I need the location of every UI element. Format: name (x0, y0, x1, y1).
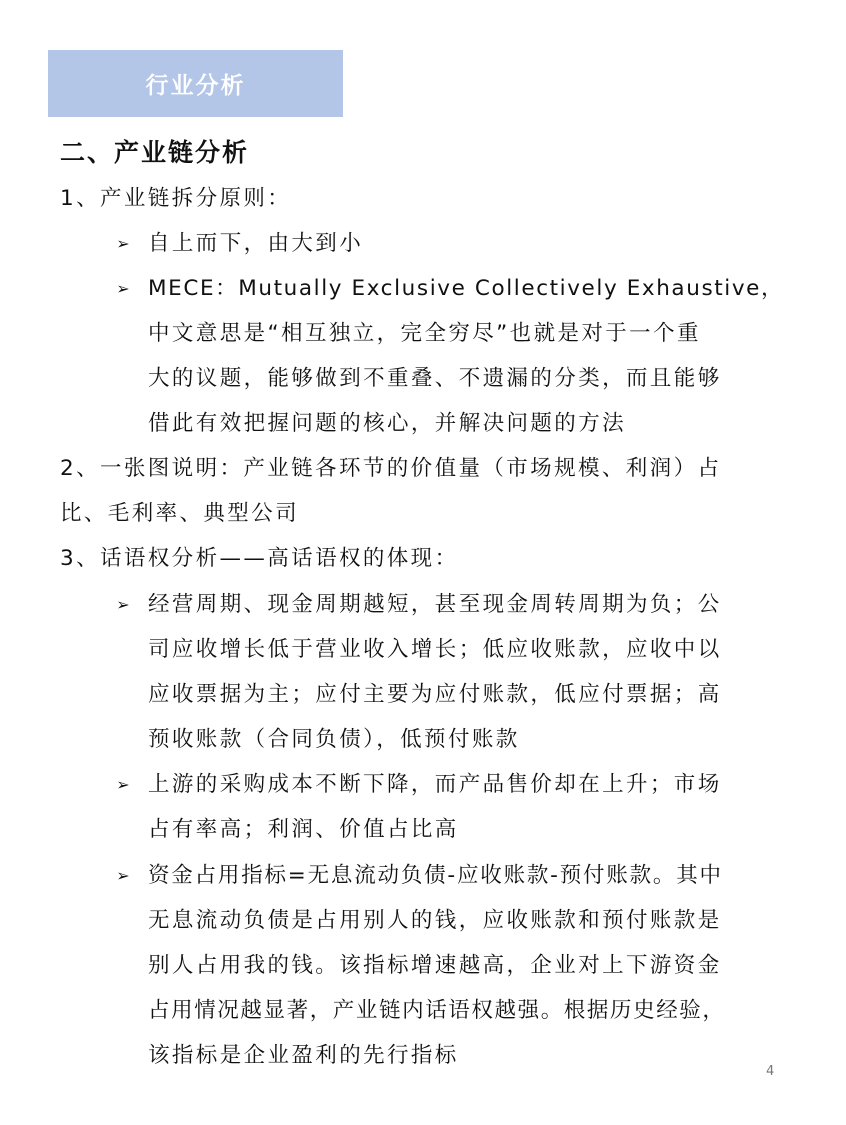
section-3-bullet-3-line-4: 占用情况越显著，产业链内话语权越强。根据历史经验， (148, 998, 726, 1023)
arrow-bullet-icon: ➢ (116, 595, 130, 614)
page-number: 4 (766, 1064, 775, 1079)
section-1-bullet-2-line-3: 大的议题，能够做到不重叠、不遗漏的分类，而且能够 (148, 366, 722, 391)
section-1-bullet-2-line-2: 中文意思是“相互独立，完全穷尽”也就是对于一个重 (148, 321, 701, 346)
section-3-bullet-2-line-2: 占有率高；利润、价值占比高 (148, 817, 459, 842)
section-3-title: 3、话语权分析——高话语权的体现： (60, 546, 459, 571)
section-3-bullet-3-line-5: 该指标是企业盈利的先行指标 (148, 1043, 459, 1068)
section-3-bullet-1-line-2: 司应收增长低于营业收入增长；低应收账款，应收中以 (148, 637, 722, 662)
section-1-title: 1、产业链拆分原则： (60, 186, 292, 211)
section-2-line-2: 比、毛利率、典型公司 (60, 501, 300, 526)
section-1-bullet-2-line-4: 借此有效把握问题的核心，并解决问题的方法 (148, 411, 627, 436)
arrow-bullet-icon: ➢ (116, 866, 130, 885)
section-3-bullet-3-line-1: 资金占用指标=无息流动负债-应收账款-预付账款。其中 (148, 863, 723, 888)
banner-title: 行业分析 (145, 73, 246, 99)
section-3-bullet-2-line-1: 上游的采购成本不断下降，而产品售价却在上升；市场 (148, 772, 722, 797)
section-3-bullet-1-line-3: 应收票据为主；应付主要为应付账款，低应付票据；高 (148, 682, 722, 707)
section-3-bullet-3-line-3: 别人占用我的钱。该指标增速越高，企业对上下游资金 (148, 953, 722, 978)
chapter-heading: 二、产业链分析 (60, 138, 250, 167)
arrow-bullet-icon: ➢ (116, 279, 130, 298)
arrow-bullet-icon: ➢ (116, 234, 130, 253)
section-banner (48, 50, 343, 117)
section-1-bullet-2-line-1: MECE：Mutually Exclusive Collectively Exhaustive， (148, 276, 785, 301)
section-3-bullet-3-line-2: 无息流动负债是占用别人的钱，应收账款和预付账款是 (148, 908, 722, 933)
section-3-bullet-1-line-4: 预收账款（合同负债），低预付账款 (148, 727, 520, 752)
section-2-line-1: 2、一张图说明：产业链各环节的价值量（市场规模、利润）占 (60, 456, 722, 481)
section-3-bullet-1-line-1: 经营周期、现金周期越短，甚至现金周转周期为负；公 (148, 592, 722, 617)
arrow-bullet-icon: ➢ (116, 775, 130, 794)
section-1-bullet-1-line-1: 自上而下，由大到小 (148, 231, 364, 256)
